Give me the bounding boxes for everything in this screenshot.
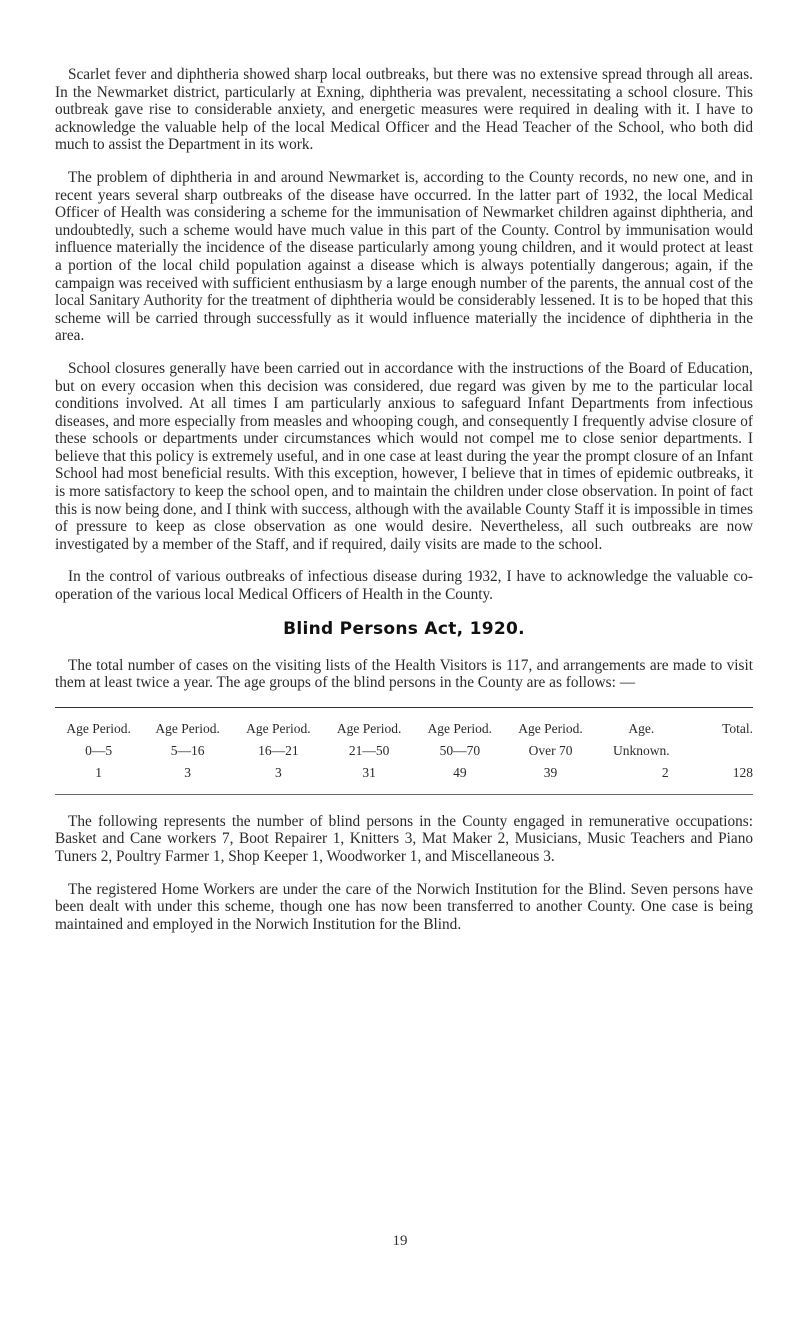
paragraph-blind-intro: The total number of cases on the visiting lists of the Health Visitors is 117, and arrangements are made to visit them at least twice a year. The age groups of the blind persons in the County are as follows: — [55,656,753,692]
table-header-cell: Age Period. [246,720,311,736]
table-range-cell [687,740,753,762]
table-value-cell: 2 [661,764,669,780]
table-value-cell: 1 [95,764,102,780]
document-page [55,66,753,948]
table-range-cell: 50—70 [439,742,481,758]
table-value-cell: 31 [362,764,376,780]
table-header-cell: Total. [722,720,753,736]
table-header-cell: Age Period. [336,720,402,736]
paragraph-occupations: The following represents the number of blind persons in the County engaged in remunerative occupations: Basket and Cane workers 7, Boot Repairer 1, Knitters 3, Mat Maker 2, Musicians, Music Teachers and Piano Tuners 2, Poultry Farmer 1, Shop Keeper 1, Woodworker 1, and Miscellaneous 3. [55,812,753,865]
table-range-cell: 0—5 [85,742,113,758]
paragraph-co-operation: In the control of various outbreaks of infectious disease during 1932, I have to acknowledge the valuable co-operation of the various local Medical Officers of Health in the County. [55,568,753,604]
table-value-cell: 3 [274,764,282,780]
age-groups-table [55,707,753,795]
table-value-row [55,762,753,784]
table-range-cell: 5—16 [170,742,205,758]
table-header-cell: Age Period. [427,720,493,736]
table-total-cell: 128 [732,764,753,780]
table-range-cell: Unknown. [612,742,670,758]
table-header-cell: Age. [628,720,655,736]
paragraph-home-workers: The registered Home Workers are under the care of the Norwich Institution for the Blind. Seven persons have been dealt with under this scheme, though one has now been transferred to another County. One case is being maintained and employed in the Norwich Institution for the Blind. [55,880,753,933]
table-value-cell: 49 [453,764,467,780]
table-range-cell: 21—50 [348,742,390,758]
table-range-cell: 16—21 [258,742,299,758]
section-heading-blind-persons-act: Blind Persons Act, 1920. [283,618,525,639]
paragraph-outbreaks: Scarlet fever and diphtheria showed sharp local outbreaks, but there was no extensive spread through all areas. In the Newmarket district, particularly at Exning, diphtheria was prevalent, necessitating a school closure. This outbreak gave rise to considerable anxiety, and energetic measures were required in dealing with it. I have to acknowledge the valuable help of the local Medical Officer and the Head Teacher of the School, who both did much to assist the Department in its work. [55,66,753,154]
table-header-cell: Age Period. [518,720,583,736]
paragraph-school-closures: School closures generally have been carried out in accordance with the instructions of the Board of Education, but on every occasion when this decision was considered, due regard was given by me to the particular local conditions involved. At all times I am particularly anxious to safeguard Infant Departments from infectious diseases, and more especially from measles and whooping cough, and consequently I frequently advise closure of these schools or departments under circumstances which would not compel me to close senior departments. I believe that this policy is extremely useful, and in one case at least during the year the prompt closure of an Infant School had most beneficial results. With this exception, however, I believe that in times of epidemic outbreaks, it is more satisfactory to keep the school open, and to maintain the children under close observation. In point of fact this is now being done, and I think with success, although with the available County Staff it is impossible in times of pressure to keep as close observation as one would desire. Nevertheless, all such outbreaks are now investigated by a member of the Staff, and if required, daily visits are made to the school. [55,359,753,553]
table-header-row [55,718,753,740]
table-value-cell: 39 [543,764,558,780]
table-range-row [55,740,753,762]
table-header-cell: Age Period. [66,720,131,736]
table-header-cell: Age Period. [155,720,220,736]
table-range-cell: Over 70 [528,742,573,758]
paragraph-diphtheria-newmarket: The problem of diphtheria in and around Newmarket is, according to the County records, no new one, and in recent years several sharp outbreaks of the disease have occurred. In the latter part of 1932, the local Medical Officer of Health was considering a scheme for the immunisation of Newmarket children against diphtheria, and undoubtedly, such a scheme would have much value in this part of the County. Control by immunisation would influence materially the incidence of the disease particularly among young children, and it would protect at least a portion of the local child population against a disease which is always potentially dangerous; again, if the campaign was received with sufficient enthusiasm by a large enough number of the parents, the annual cost of the local Sanitary Authority for the treatment of diphtheria would be considerably lessened. It is to be hoped that this scheme will be carried through successfully as it would influence materially the incidence of diphtheria in the area. [55,168,753,345]
table-value-cell: 3 [184,764,191,780]
page-number: 19 [392,1233,408,1249]
